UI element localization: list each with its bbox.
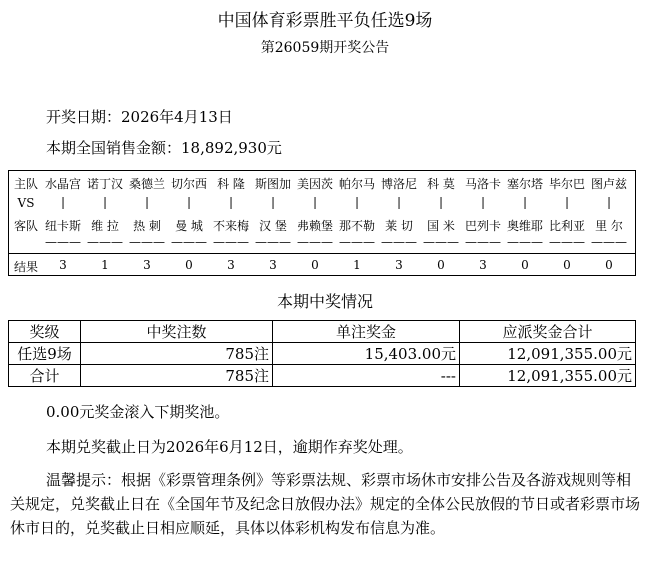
unit-prize: 15,403.00元 [273, 343, 460, 365]
vs-marker: | [228, 195, 234, 209]
match-result: 3 [59, 258, 67, 272]
home-team: 美因茨 [296, 177, 333, 191]
match-column [169, 171, 209, 275]
away-team: 巴列卡 [464, 219, 501, 233]
separator: ——— [549, 235, 585, 249]
match-column [379, 171, 419, 275]
home-team: 塞尔塔 [506, 177, 543, 191]
match-result: 1 [101, 258, 109, 272]
match-column [127, 171, 167, 275]
match-column [43, 171, 83, 275]
home-team: 桑德兰 [128, 177, 165, 191]
away-team: 维 拉 [91, 219, 119, 233]
separator: ——— [129, 235, 165, 249]
issue-subtitle: 第26059期开奖公告 [260, 40, 390, 56]
separator: ——— [381, 235, 417, 249]
prize-table [8, 320, 636, 387]
away-team: 那不勒 [338, 219, 375, 233]
match-column [211, 171, 251, 275]
home-team: 切尔西 [170, 177, 207, 191]
match-result: 3 [143, 258, 151, 272]
away-team: 比利亚 [548, 219, 585, 233]
match-result: 3 [479, 258, 487, 272]
home-team: 帕尔马 [338, 177, 375, 191]
match-column [295, 171, 335, 275]
vs-marker: | [312, 195, 318, 209]
match-result: 3 [395, 258, 403, 272]
table-row [9, 343, 636, 365]
match-result: 0 [185, 258, 193, 272]
home-team: 水晶宫 [44, 177, 81, 191]
match-result: 3 [269, 258, 277, 272]
row-label-result: 结果 [13, 260, 38, 274]
prize-header-row [9, 321, 636, 343]
match-result: 0 [605, 258, 613, 272]
away-team: 热 刺 [133, 219, 161, 233]
match-column [589, 171, 629, 275]
separator: ——— [297, 235, 333, 249]
away-team: 曼 城 [175, 219, 203, 233]
match-column [547, 171, 587, 275]
home-team: 科 隆 [217, 177, 245, 191]
rollover-note: 0.00元奖金滚入下期奖池。 [46, 403, 230, 421]
vs-marker: | [60, 195, 66, 209]
away-team: 纽卡斯 [44, 219, 81, 233]
separator: ——— [507, 235, 543, 249]
vs-marker: | [270, 195, 276, 209]
header-unit-prize: 单注奖金 [273, 321, 460, 343]
separator: ——— [591, 235, 627, 249]
notice-text: 温馨提示：根据《彩票管理条例》等彩票法规、彩票市场休市安排公告及各游戏规则等相关规定，兑奖截止日在《全国年节及纪念日放假办法》规定的全体公民放假的节日或者彩票市场休市日的，兑奖截止日相应顺延，具体以体彩机构发布信息为准。 [10, 471, 641, 537]
away-team: 国 米 [427, 219, 455, 233]
separator: ——— [465, 235, 501, 249]
home-team: 图卢兹 [590, 177, 627, 191]
home-team: 马洛卡 [464, 177, 501, 191]
vs-marker: | [186, 195, 192, 209]
prize-level: 合计 [9, 365, 81, 387]
home-team: 科 莫 [427, 177, 455, 191]
match-column [253, 171, 293, 275]
home-team: 毕尔巴 [548, 177, 585, 191]
match-column [85, 171, 125, 275]
match-result: 0 [521, 258, 529, 272]
away-team: 莱 切 [385, 219, 413, 233]
total-prize: 12,091,355.00元 [460, 365, 636, 387]
header-count: 中奖注数 [81, 321, 273, 343]
away-team: 汉 堡 [259, 219, 287, 233]
match-table [8, 170, 636, 276]
prize-section-title: 本期中奖情况 [276, 292, 373, 311]
match-column [421, 171, 461, 275]
separator: ——— [45, 235, 81, 249]
separator: ——— [213, 235, 249, 249]
page-title: 中国体育彩票胜平负任选9场 [217, 11, 433, 31]
vs-marker: | [480, 195, 486, 209]
row-label-vs: VS [17, 196, 35, 210]
home-team: 斯图加 [254, 177, 291, 191]
vs-marker: | [522, 195, 528, 209]
match-result: 0 [563, 258, 571, 272]
match-result: 0 [437, 258, 445, 272]
vs-marker: | [606, 195, 612, 209]
header-total: 应派奖金合计 [460, 321, 636, 343]
row-label-away: 客队 [13, 219, 38, 233]
unit-prize: --- [273, 365, 460, 387]
header-level: 奖级 [9, 321, 81, 343]
table-row [9, 365, 636, 387]
vs-marker: | [438, 195, 444, 209]
home-team: 诺丁汉 [86, 177, 123, 191]
home-team: 博洛尼 [380, 177, 417, 191]
deadline-note: 本期兑奖截止日为2026年6月12日，逾期作弃奖处理。 [46, 438, 413, 456]
draw-date: 开奖日期：2026年4月13日 [46, 108, 233, 126]
sales-amount: 本期全国销售金额：18,892,930元 [46, 139, 282, 157]
separator: ——— [255, 235, 291, 249]
separator: ——— [87, 235, 123, 249]
vs-marker: | [354, 195, 360, 209]
winner-count: 785注 [81, 365, 273, 387]
separator: ——— [423, 235, 459, 249]
row-label-home: 主队 [13, 177, 38, 191]
away-team: 里 尔 [595, 219, 623, 233]
away-team: 弗赖堡 [296, 219, 333, 233]
separator: ——— [339, 235, 375, 249]
winner-count: 785注 [81, 343, 273, 365]
separator: ——— [171, 235, 207, 249]
match-result: 0 [311, 258, 319, 272]
match-column [505, 171, 545, 275]
match-column [463, 171, 503, 275]
prize-level: 任选9场 [9, 343, 81, 365]
match-result: 3 [227, 258, 235, 272]
vs-marker: | [102, 195, 108, 209]
vs-marker: | [396, 195, 402, 209]
vs-marker: | [144, 195, 150, 209]
match-result: 1 [353, 258, 361, 272]
match-column [337, 171, 377, 275]
away-team: 奥维耶 [506, 219, 543, 233]
total-prize: 12,091,355.00元 [460, 343, 636, 365]
away-team: 不来梅 [212, 219, 249, 233]
vs-marker: | [564, 195, 570, 209]
